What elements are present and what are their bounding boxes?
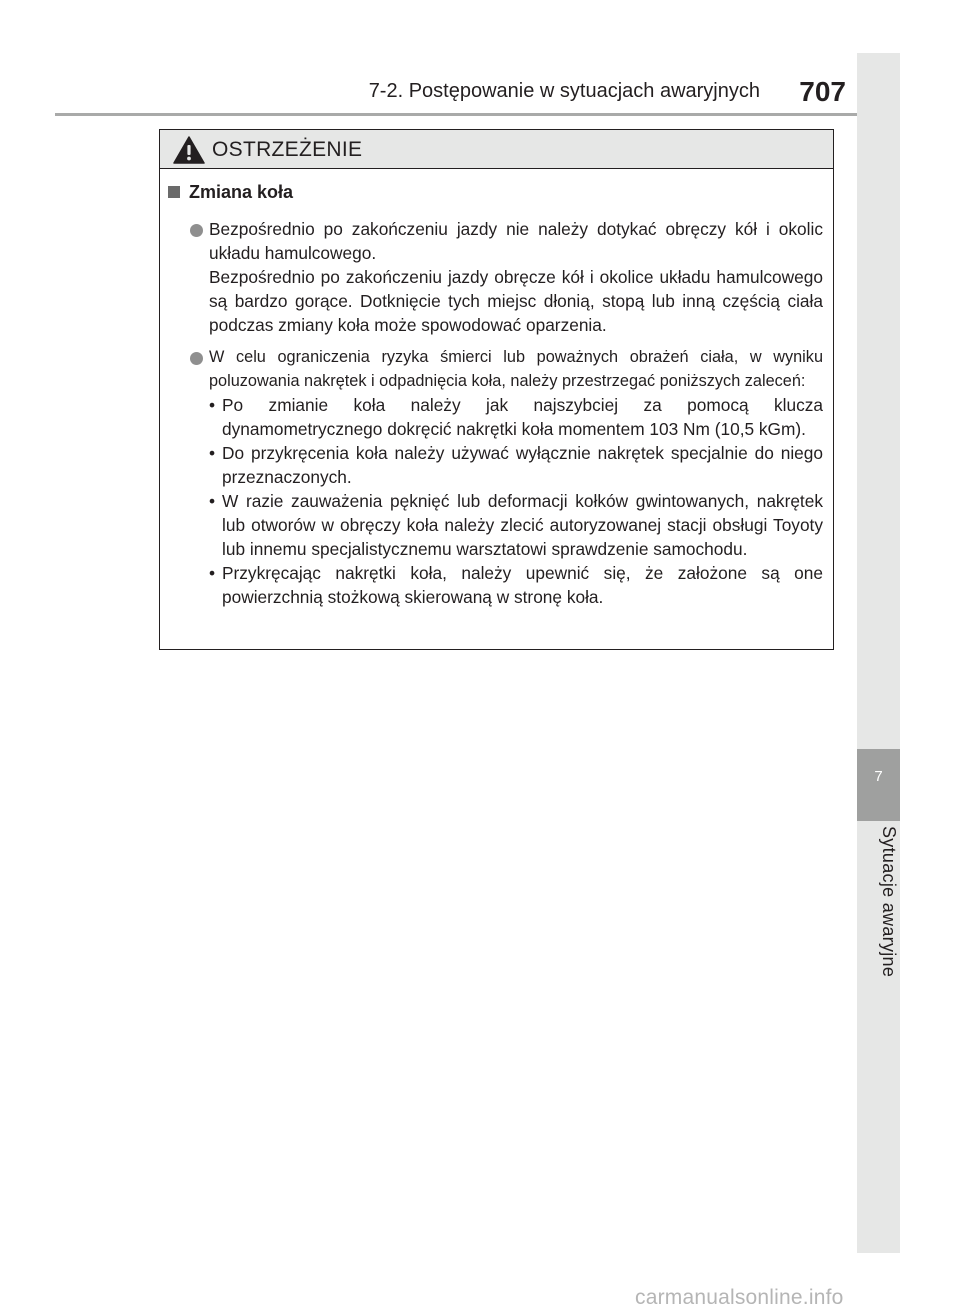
warning-section (168, 181, 823, 617)
sub-bullet-icon: • (209, 491, 216, 511)
warning-label: OSTRZEŻENIE (212, 138, 363, 161)
round-bullet-icon (190, 224, 203, 237)
chapter-number: 7 (874, 768, 883, 785)
header-divider (55, 113, 900, 116)
item-intro: W celu ograniczenia ryzyka śmierci lub poważnych obrażeń ciała, w wyniku poluzowania nakrętek i odpadnięcia koła, należy przestrzegać poniższych zaleceń: (209, 348, 823, 390)
sub-list-item (209, 489, 823, 561)
sub-list-item (209, 393, 823, 441)
square-bullet-icon (168, 186, 180, 198)
list-item (168, 345, 823, 609)
sub-list-item (209, 561, 823, 609)
side-thumb-strip (857, 53, 900, 1253)
sub-bullet-icon: • (209, 395, 216, 415)
watermark: carmanualsonline.info (635, 1286, 844, 1309)
item-text: Bezpośrednio po zakończeniu jazdy obręcze kół i okolice układu hamulcowego są bardzo gorące. Dotknięcie tych miejsc dłonią, stopą lub inną częścią ciała podczas zmiany koła może spowodować oparzenia. (209, 267, 823, 335)
sub-item-text: Do przykręcenia koła należy używać wyłącznie nakrętek specjalnie do niego przeznaczonych. (222, 443, 823, 487)
section-heading-text: Zmiana koła (189, 182, 294, 202)
chapter-title: Sytuacje awaryjne (879, 826, 899, 978)
warning-header (160, 130, 833, 169)
warning-triangle-icon (173, 136, 205, 164)
chapter-tab (857, 749, 900, 821)
item-text: Bezpośrednio po zakończeniu jazdy nie należy dotykać obręczy kół i okolic układu hamulcowego. (209, 219, 823, 263)
page-number: 707 (799, 76, 846, 107)
sub-bullet-icon: • (209, 563, 216, 583)
sub-item-text: W razie zauważenia pęknięć lub deformacji kołków gwintowanych, nakrętek lub otworów w obręczy koła należy zlecić autoryzowanej stacji obsługi Toyoty lub innemu specjalistycznemu warsztatowi sprawdzenie samochodu. (222, 491, 823, 559)
list-item (168, 217, 823, 337)
sub-item-text: Po zmianie koła należy jak najszybciej za pomocą klucza dynamometrycznego dokręcić nakrętki koła momentem 103 Nm (10,5 kGm). (222, 395, 823, 439)
sub-list-item (209, 441, 823, 489)
section-heading (168, 181, 823, 203)
running-header-title: 7-2. Postępowanie w sytuacjach awaryjnych (368, 80, 760, 102)
round-bullet-icon (190, 352, 203, 365)
sub-bullet-icon: • (209, 443, 216, 463)
sub-item-text: Przykręcając nakrętki koła, należy upewnić się, że założone są one powierzchnią stożkową skierowaną w stronę koła. (222, 563, 823, 607)
warning-box (159, 129, 834, 650)
